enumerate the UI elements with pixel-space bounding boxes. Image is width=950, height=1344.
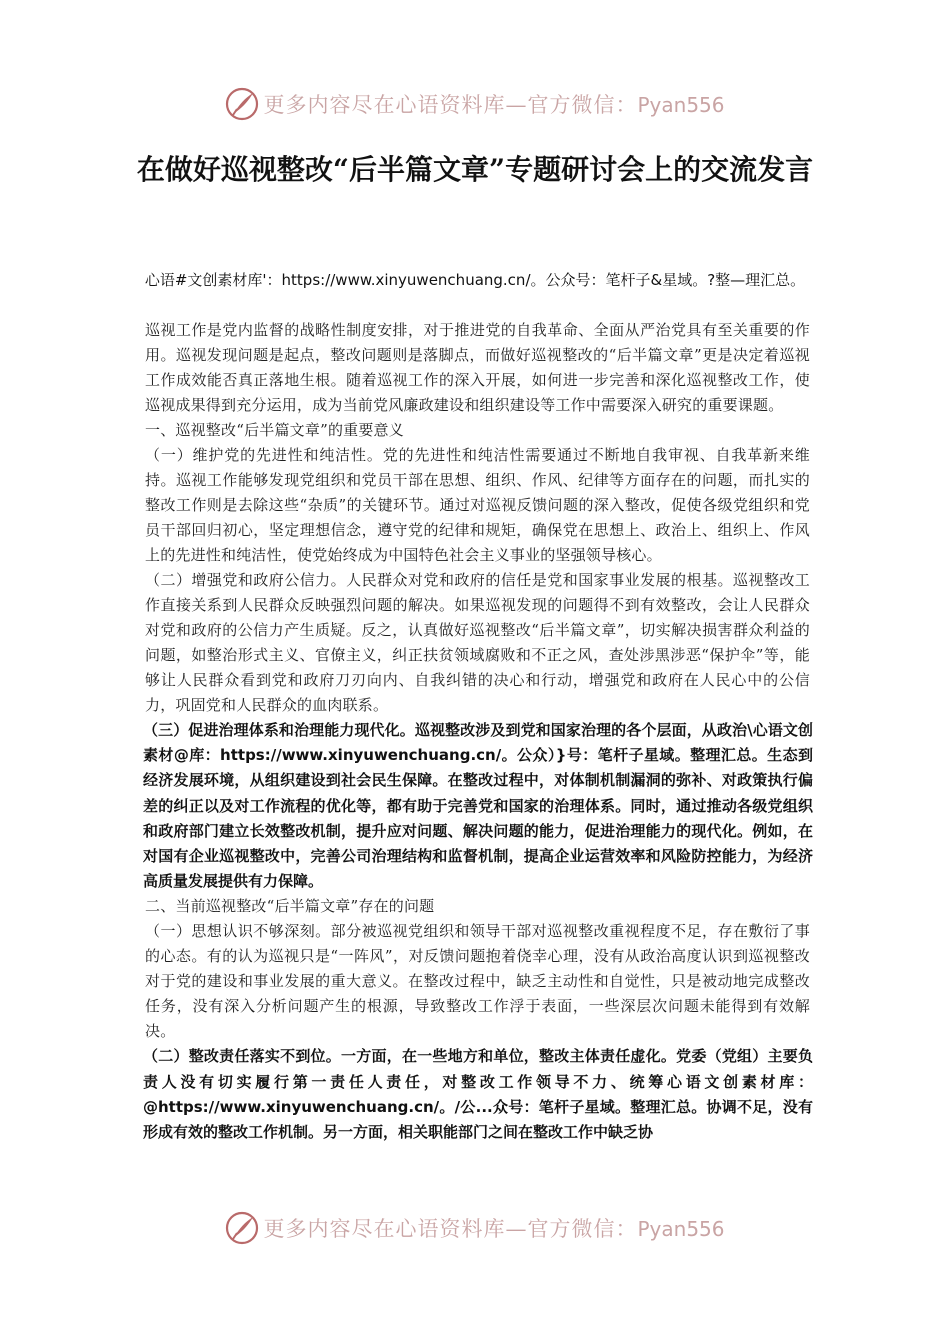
quill-logo-icon bbox=[225, 87, 259, 121]
source-note: 心语#文创素材库'：https://www.xinyuwenchuang.cn/。公众号：笔杆子&星域。?整—理汇总。 bbox=[144, 271, 806, 289]
header-banner bbox=[0, 84, 950, 124]
section-heading-2: 二、当前巡视整改“后半篇文章”存在的问题 bbox=[145, 897, 435, 916]
footer-banner bbox=[0, 1208, 950, 1248]
paragraph-2-1: （一）思想认识不够深刻。部分被巡视党组织和领导干部对巡视整改重视程度不足，存在敷衍了事的心态。有的认为巡视只是“一阵风”，对反馈问题抱着侥幸心理，没有从政治高度认识到巡视整改对于党的建设和事业发展的重大意义。在整改过程中，缺乏主动性和自觉性，只是被动地完成整改任务，没有深入分析问题产生的根源，导致整改工作浮于表面，一些深层次问题未能得到有效解决。 bbox=[145, 922, 810, 1041]
header-wechat-id: Pyan556 bbox=[637, 93, 725, 117]
paragraph-1-1: （一）维护党的先进性和纯洁性。党的先进性和纯洁性需要通过不断地自我审视、自我革新来维持。巡视工作能够发现党组织和党员干部在思想、组织、作风、纪律等方面存在的问题，而扎实的整改工作则是去除这些“杂质”的关键环节。通过对巡视反馈问题的深入整改，促使各级党组织和党员干部回归初心，坚定理想信念，遵守党的纪律和规矩，确保党在思想上、政治上、组织上、作风上的先进性和纯洁性，使党始终成为中国特色社会主义事业的坚强领导核心。 bbox=[145, 446, 810, 564]
paragraph-2-2: （二）整改责任落实不到位。一方面，在一些地方和单位，整改主体责任虚化。党委（党组）主要负责人没有切实履行第一责任人责任，对整改工作领导不力、统筹心语文创素材库：@https://www.xinyuwenchuang.cn/。/公...众号：笔杆子星域。整理汇总。协调不足，没有形成有效的整改工作机制。另一方面，相关职能部门之间在整改工作中缺乏协 bbox=[143, 1047, 813, 1142]
document-title: 在做好巡视整改“后半篇文章”专题研讨会上的交流发言 bbox=[136, 153, 814, 186]
paragraph-1-2: （二）增强党和政府公信力。人民群众对党和政府的信任是党和国家事业发展的根基。巡视整改工作直接关系到人民群众反映强烈问题的解决。如果巡视发现的问题得不到有效整改，会让人民群众对党和政府的公信力产生质疑。反之，认真做好巡视整改“后半篇文章”，切实解决损害群众利益的问题，如整治形式主义、官僚主义，纠正扶贫领域腐败和不正之风，查处涉黑涉恶“保护伞”等，能够让人民群众看到党和政府刀刃向内、自我纠错的决心和行动，增强党和政府在人民心中的公信力，巩固党和人民群众的血肉联系。 bbox=[145, 571, 810, 714]
section-heading-1: 一、巡视整改“后半篇文章”的重要意义 bbox=[145, 421, 404, 439]
paragraph-intro: 巡视工作是党内监督的战略性制度安排，对于推进党的自我革命、全面从严治党具有至关重要的作用。巡视发现问题是起点，整改问题则是落脚点，而做好巡视整改的“后半篇文章”更是决定着巡视工作成效能否真正落地生根。随着巡视工作的深入开展，如何进一步完善和深化巡视整改工作，使巡视成果得到充分运用，成为当前党风廉政建设和组织建设等工作中需要深入研究的重要课题。 bbox=[145, 321, 810, 414]
footer-banner-text: 更多内容尽在心语资料库—官方微信：Pyan556 bbox=[263, 1217, 725, 1241]
footer-wechat-id: Pyan556 bbox=[637, 1217, 725, 1241]
paragraph-1-3: （三）促进治理体系和治理能力现代化。巡视整改涉及到党和国家治理的各个层面，从政治\心语文创素材@库：https://www.xinyuwenchuang.cn/。公众）}号：笔杆子星域。整理汇总。生态到经济发展环境，从组织建设到社会民生保障。在整改过程中，对体制机制漏洞的弥补、对政策执行偏差的纠正以及对工作流程的优化等，都有助于完善党和国家的治理体系。同时，通过推动各级党组织和政府部门建立长效整改机制，提升应对问题、解决问题的能力，促进治理能力的现代化。例如，在对国有企业巡视整改中，完善公司治理结构和监督机制，提高企业运营效率和风险防控能力，为经济高质量发展提供有力保障。 bbox=[143, 721, 813, 891]
quill-logo-icon bbox=[225, 1211, 259, 1245]
header-banner-text: 更多内容尽在心语资料库—官方微信：Pyan556 bbox=[263, 93, 725, 117]
document-body bbox=[143, 318, 813, 1145]
